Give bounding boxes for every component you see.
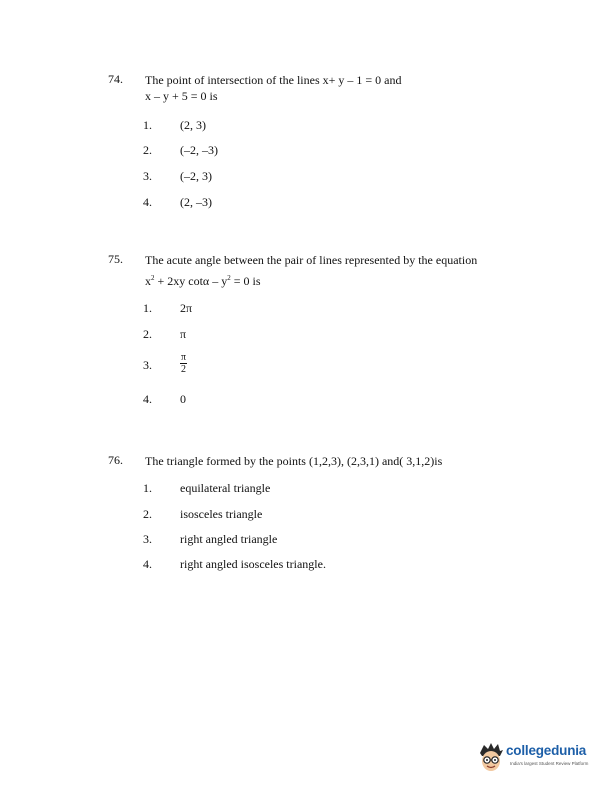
question-text-line: x – y + 5 = 0 is: [145, 89, 218, 103]
fraction-denominator: 2: [181, 364, 187, 375]
question-number: 74.: [108, 72, 123, 86]
option-number: 3.: [143, 532, 152, 546]
option-number: 2.: [143, 327, 152, 341]
option-text: (2, –3): [180, 195, 212, 209]
equation-part: + 2xy cotα – y: [154, 274, 228, 288]
equation-part: x: [145, 274, 151, 288]
collegedunia-logo: [476, 739, 598, 779]
option-fraction: [180, 352, 187, 375]
equation-exponent: 2: [151, 274, 155, 282]
option-text: right angled isosceles triangle.: [180, 557, 326, 571]
question-text-line: The point of intersection of the lines x+ y – 1 = 0 and: [145, 73, 402, 87]
option-number: 3.: [143, 169, 152, 183]
logo-tagline: India's largest Student Review Platform: [510, 761, 589, 766]
mascot-icon: [476, 741, 506, 775]
option-text: equilateral triangle: [180, 481, 271, 495]
equation: [145, 270, 575, 289]
logo-wordmark: collegedunia: [506, 743, 587, 758]
option-number: 1.: [143, 481, 152, 495]
question-text-line: The triangle formed by the points (1,2,3), (2,3,1) and( 3,1,2)is: [145, 454, 443, 468]
question-number: 75.: [108, 252, 123, 266]
question-text: [145, 252, 575, 289]
option-text: (–2, –3): [180, 143, 218, 157]
option-text: (2, 3): [180, 118, 206, 132]
option-number: 4.: [143, 195, 152, 209]
option-text: isosceles triangle: [180, 507, 263, 521]
option-text: right angled triangle: [180, 532, 278, 546]
option-number: 2.: [143, 143, 152, 157]
fraction: [180, 352, 187, 375]
option-text: 0: [180, 392, 186, 406]
question-text-line: The acute angle between the pair of lines represented by the equation: [145, 253, 478, 267]
question-number: 76.: [108, 453, 123, 467]
fraction-numerator: π: [181, 352, 187, 363]
option-text: 2π: [180, 301, 193, 315]
question-text: [145, 72, 575, 104]
option-text: π: [180, 327, 187, 341]
option-number: 4.: [143, 557, 152, 571]
equation-part: = 0 is: [230, 274, 261, 288]
option-number: 1.: [143, 301, 152, 315]
option-number: 2.: [143, 507, 152, 521]
equation-exponent: 2: [227, 274, 231, 282]
option-text: (–2, 3): [180, 169, 212, 183]
question-text: [145, 453, 575, 469]
option-number: 4.: [143, 392, 152, 406]
option-number: 3.: [143, 358, 152, 372]
option-number: 1.: [143, 118, 152, 132]
